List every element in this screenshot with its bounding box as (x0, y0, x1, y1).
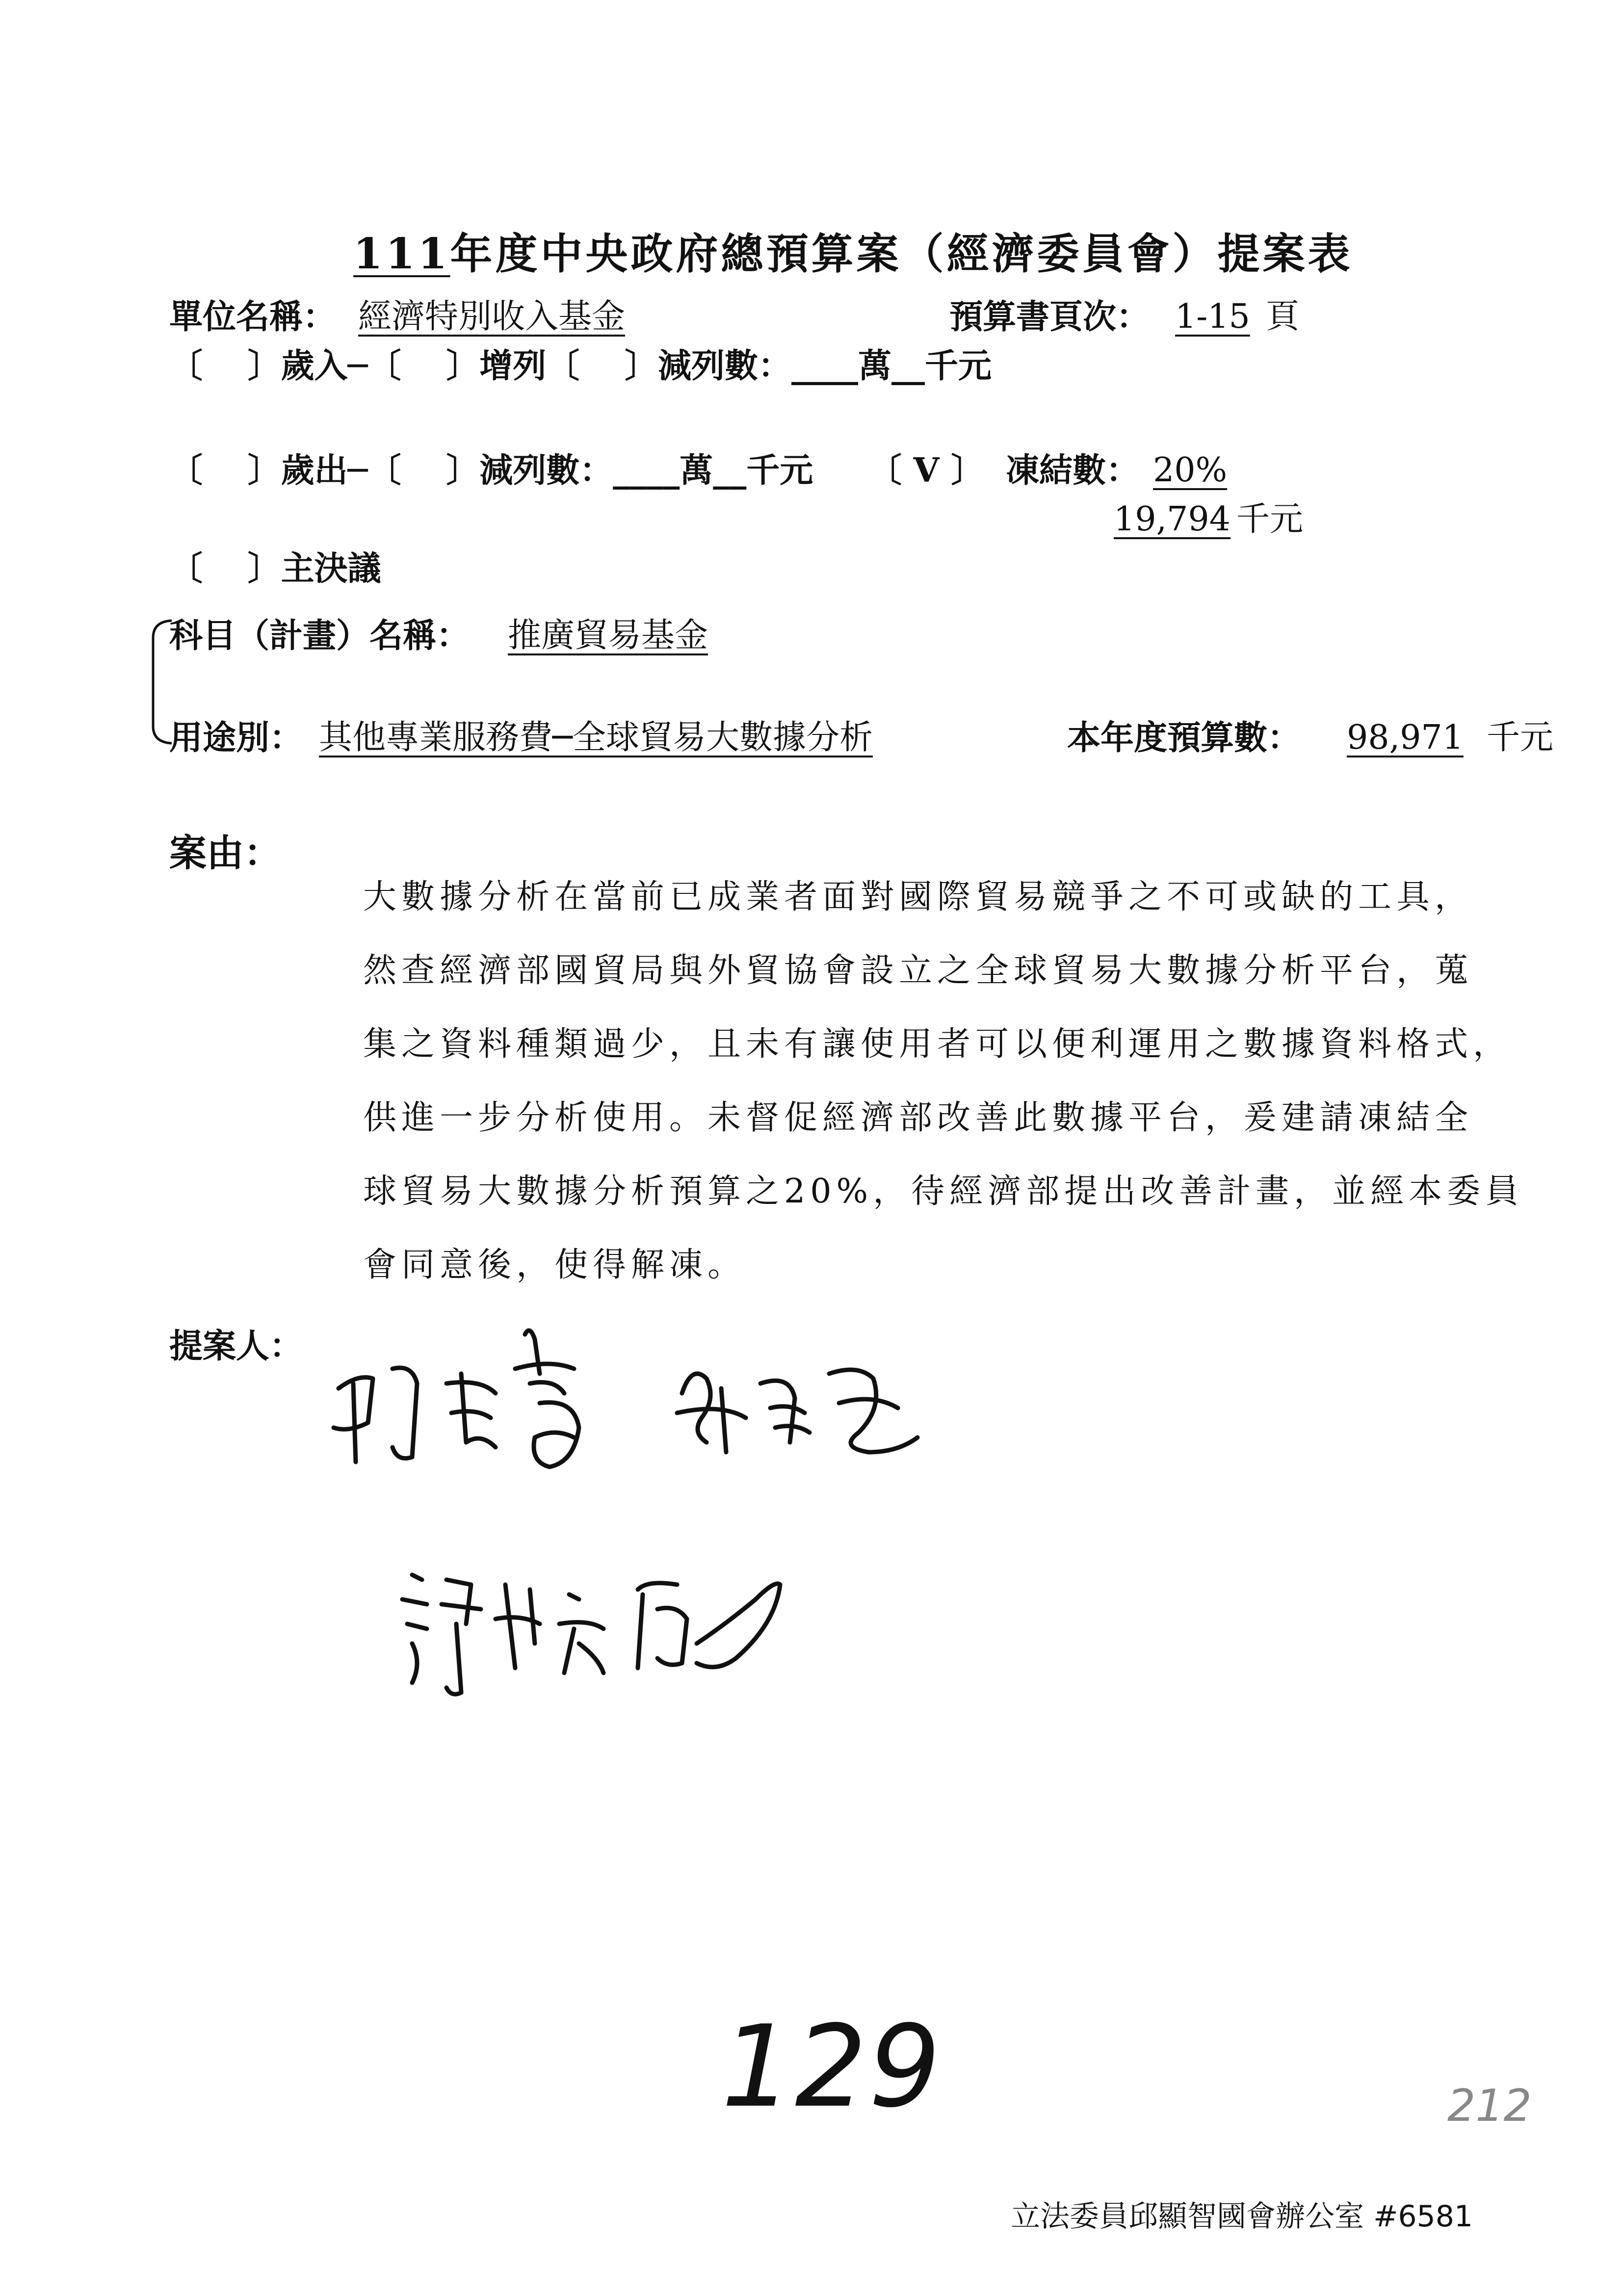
revenue-line: 〔 〕歲入─〔 〕增列〔 〕減列數：____萬__千元 (169, 346, 992, 386)
corner-mark: 212 (1447, 2080, 1532, 2132)
main-resolution: 〔 〕主決議 (169, 549, 381, 588)
page-unit: 頁 (1266, 297, 1300, 336)
footer-office: 立法委員邱顯智國會辦公室 #6581 (1011, 2199, 1473, 2234)
reason-line: 會同意後，使得解凍。 (363, 1246, 746, 1284)
reason-body (363, 878, 1524, 1312)
freeze-checkbox: 〔 V 〕 (868, 451, 985, 490)
reason-line: 供進一步分析使用。未督促經濟部改善此數據平台，爰建請凍結全 (363, 1098, 1473, 1137)
signature-3 (383, 1545, 824, 1712)
reason-line: 然查經濟部國貿局與外貿協會設立之全球貿易大數據分析平台，蒐 (363, 951, 1473, 990)
budget-unit: 千元 (1487, 718, 1554, 757)
expense-line: 〔 〕歲出─〔 〕減列數：____萬__千元 (169, 451, 813, 490)
signature-1 (319, 1315, 653, 1501)
subject-label: 科目（計畫）名稱： (169, 616, 470, 655)
reason-line: 集之資料種類過少，且未有讓使用者可以便利運用之數據資料格式， (363, 1025, 1512, 1064)
purpose-label: 用途別： (169, 718, 303, 757)
title-text: 年度中央政府總預算案（經濟委員會）提案表 (450, 229, 1353, 279)
freeze-amount-unit: 千元 (1236, 500, 1304, 539)
proposer-label: 提案人： (169, 1327, 303, 1366)
reason-line: 球貿易大數據分析預算之20%，待經濟部提出改善計畫，並經本委員 (363, 1172, 1524, 1211)
reason-line: 大數據分析在當前已成業者面對國際貿易競爭之不可或缺的工具， (363, 878, 1473, 916)
budget-value: 98,971 (1347, 718, 1464, 757)
unit-value: 經濟特別收入基金 (358, 297, 626, 336)
purpose-value: 其他專業服務費─全球貿易大數據分析 (319, 718, 873, 757)
page-value: 1-15 (1175, 297, 1250, 336)
budget-label: 本年度預算數： (1067, 718, 1301, 757)
freeze-amount: 19,794 (1114, 500, 1231, 539)
subject-value: 推廣貿易基金 (508, 616, 708, 655)
title-year: 111 (353, 229, 450, 279)
page-label: 預算書頁次： (949, 297, 1150, 337)
signature-2 (662, 1334, 937, 1472)
handwritten-page-number: 129 (721, 2002, 943, 2133)
unit-label: 單位名稱： (169, 297, 337, 337)
freeze-percent: 20% (1153, 451, 1228, 490)
document-title (353, 220, 1353, 281)
freeze-label: 凍結數： (1006, 451, 1140, 490)
reason-label: 案由： (169, 831, 281, 875)
